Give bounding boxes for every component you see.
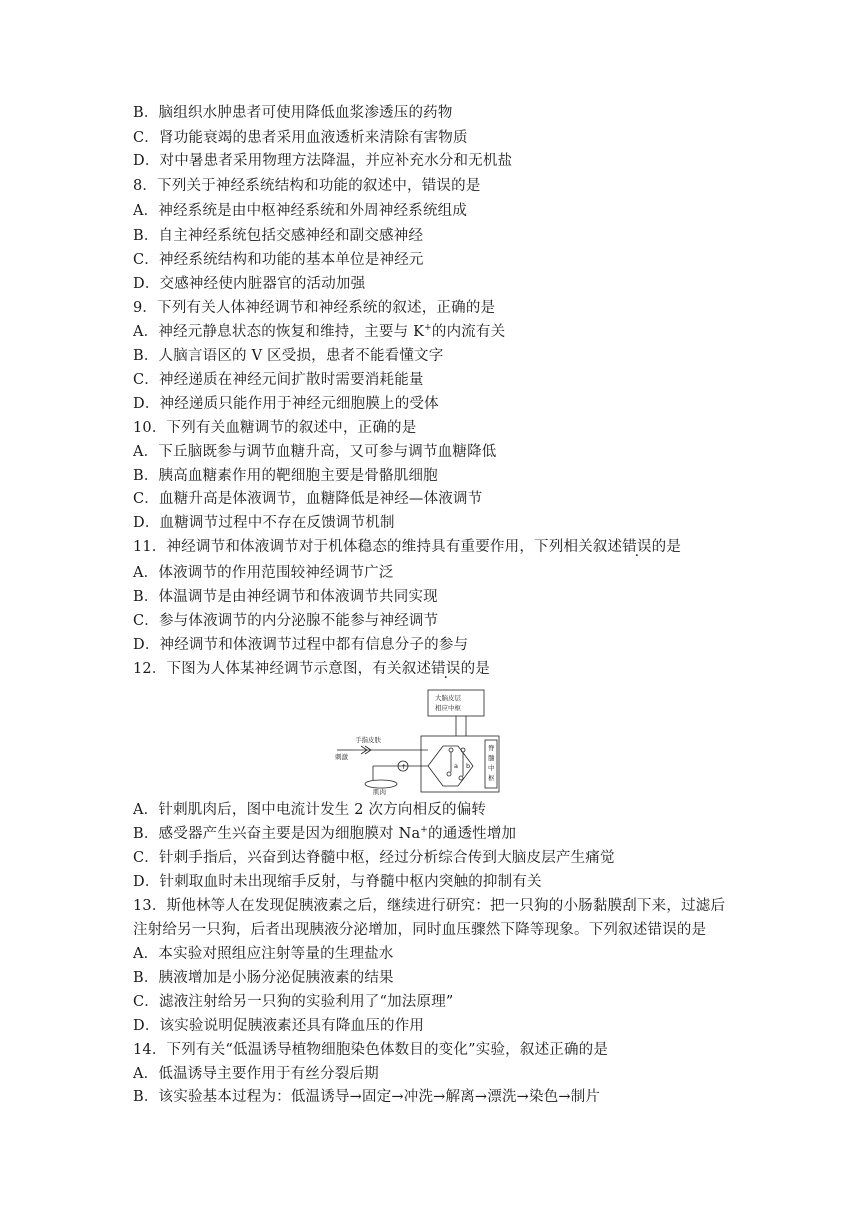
option-12c: C．针刺手指后，兴奋到达脊髓中枢，经过分析综合传到大脑皮层产生痛觉 (133, 850, 615, 866)
cord-label-1: 脊 (488, 744, 495, 752)
question-13-line-1: 13．斯他林等人在发现促胰液素之后，继续进行研究：把一只狗的小肠黏膜刮下来，过滤后 (133, 898, 726, 914)
option-11b: B．体温调节是由神经调节和体液调节共同实现 (133, 589, 438, 605)
question-13-line-2: 注射给另一只狗，后者出现胰液分泌增加，同时血压骤然下降等现象。下列叙述错误的是 (133, 922, 707, 938)
option-13c: C．滤液注射给另一只狗的实验利用了“加法原理” (133, 994, 454, 1010)
option-8d: D．交感神经使内脏器官的活动加强 (133, 276, 366, 292)
option-10d: D．血糖调节过程中不存在反馈调节机制 (133, 515, 395, 531)
question-14: 14．下列有关“低温诱导植物细胞染色体数目的变化”实验，叙述正确的是 (133, 1042, 609, 1058)
option-10b: B．胰高血糖素作用的靶细胞主要是骨骼肌细胞 (133, 468, 438, 484)
question-8: 8．下列关于神经系统结构和功能的叙述中，错误的是 (133, 178, 481, 194)
question-11 (133, 537, 681, 557)
option-9a-tail: 的内流有关 (431, 324, 506, 340)
option-10a: A．下丘脑既参与调节血糖升高，又可参与调节血糖降低 (133, 444, 497, 460)
neuron-body-4 (459, 776, 463, 780)
question-11-text: 11．神经调节和体液调节对于机体稳态的维持具有重要作用，下列相关叙述 (133, 539, 623, 555)
option-7b: B．脑组织水肿患者可使用降低血浆渗透压的药物 (133, 105, 453, 121)
question-12 (133, 659, 490, 679)
option-12b-text: B．感受器产生兴奋主要是因为细胞膜对 Na (133, 826, 421, 842)
cord-label-4: 枢 (488, 774, 495, 782)
option-12b (133, 824, 516, 844)
brain-label-1: 大脑皮层 (435, 694, 461, 702)
option-8a: A．神经系统是由中枢神经系统和外周神经系统组成 (133, 203, 468, 219)
option-9d: D．神经递质只能作用于神经元细胞膜上的受体 (133, 396, 439, 412)
superscript-plus: + (420, 825, 429, 835)
option-14a: A．低温诱导主要作用于有丝分裂后期 (133, 1066, 379, 1082)
muscle-shape (365, 780, 397, 788)
emphasis-cuowu: 错误 (431, 661, 461, 677)
option-10c: C．血糖升高是体液调节，血糖降低是神经—体液调节 (133, 491, 483, 507)
option-12d: D．针刺取血时未出现缩手反射，与脊髓中枢内突触的抑制有关 (133, 874, 542, 890)
option-7d: D．对中暑患者采用物理方法降温，并应补充水分和无机盐 (133, 153, 513, 169)
reflex-arc-diagram (333, 688, 511, 796)
option-8c: C．神经系统结构和功能的基本单位是神经元 (133, 252, 424, 268)
option-11a: A．体液调节的作用范围较神经调节广泛 (133, 565, 394, 581)
option-11c: C．参与体液调节的内分泌腺不能参与神经调节 (133, 613, 439, 629)
question-12-text: 12．下图为人体某神经调节示意图，有关叙述 (133, 661, 432, 677)
galvanometer-symbol: ↑ (401, 763, 407, 771)
skin-label: 手指皮肤 (355, 736, 381, 744)
option-11d: D．神经调节和体液调节过程中都有信息分子的参与 (133, 637, 469, 653)
brain-label-2: 相应中枢 (435, 704, 461, 712)
option-12a: A．针刺肌肉后，图中电流计发生 2 次方向相反的偏转 (133, 802, 487, 818)
option-12b-tail: 的通透性增加 (428, 826, 517, 842)
neuron-body-2 (461, 748, 465, 752)
point-b-label: b (466, 762, 471, 770)
option-7c: C．肾功能衰竭的患者采用血液透析来清除有害物质 (133, 130, 468, 146)
cord-label-3: 中 (488, 764, 495, 772)
emphasis-cuowu: 错误 (622, 539, 652, 555)
option-9c: C．神经递质在神经元间扩散时需要消耗能量 (133, 372, 424, 388)
option-13a: A．本实验对照组应注射等量的生理盐水 (133, 946, 394, 962)
point-a-label: a (454, 762, 458, 770)
option-13d: D．该实验说明促胰液素还具有降血压的作用 (133, 1018, 425, 1034)
question-9: 9．下列有关人体神经调节和神经系统的叙述，正确的是 (133, 300, 496, 316)
muscle-label: 肌肉 (373, 788, 386, 796)
option-14b: B．该实验基本过程为：低温诱导→固定→冲洗→解离→漂洗→染色→制片 (133, 1089, 601, 1105)
option-9a (133, 322, 505, 342)
question-11-tail: 的是 (651, 539, 682, 555)
option-8b: B．自主神经系统包括交感神经和副交感神经 (133, 228, 424, 244)
neuron-body-1 (449, 748, 453, 752)
cord-label-2: 髓 (488, 754, 495, 762)
question-12-tail: 的是 (460, 661, 490, 677)
option-9b: B．人脑言语区的 V 区受损，患者不能看懂文字 (133, 348, 444, 364)
neuron-body-3 (447, 772, 451, 776)
option-13b: B．胰液增加是小肠分泌促胰液素的结果 (133, 970, 394, 986)
stimulus-label: 刺激 (335, 753, 348, 761)
option-9a-text: A．神经元静息状态的恢复和维持，主要与 K (133, 324, 425, 340)
question-10: 10．下列有关血糖调节的叙述中，正确的是 (133, 420, 417, 436)
superscript-plus: + (424, 323, 432, 333)
